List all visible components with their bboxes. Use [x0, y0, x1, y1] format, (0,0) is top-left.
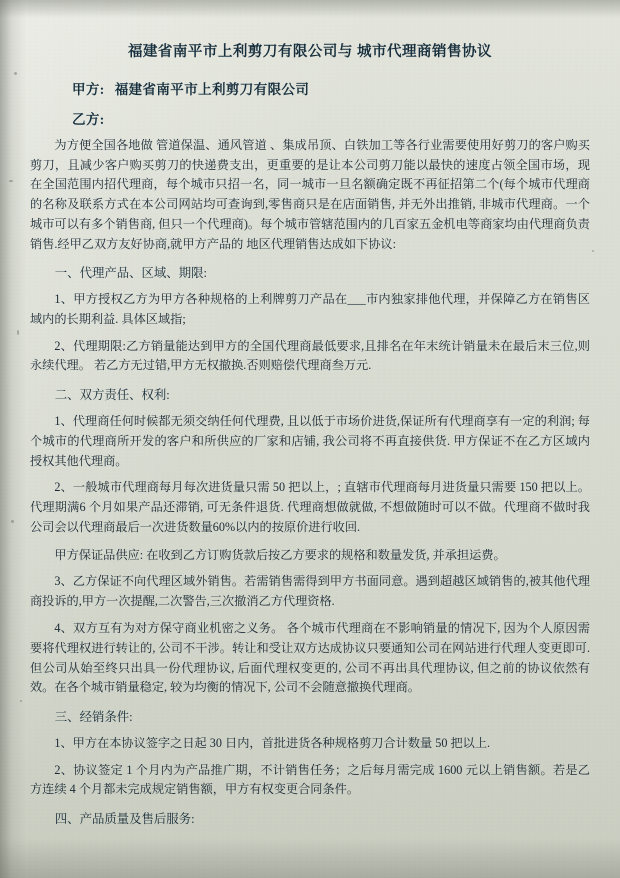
scan-edge-shadow-bottom — [0, 838, 620, 878]
page-title: 福建省南平市上利剪刀有限公司与 城市代理商销售协议 — [127, 44, 493, 60]
section-heading-1: 一、代理产品、区域、期限: — [54, 266, 207, 281]
section-2-item-4: 4、双方互有为对方保守商业机密之义务。 各个城市代理商在不影响销量的情况下, 因为个人原因需要将代理权进行转让的, 公司不干涉。转让和受让双方达成协议只要通知公司在网站进行代理人变更即可. 但公司从始至终只出具一份代理协议, 后面代理权变更的, 公司不再出具代理协议, 但之前的协议依然有效。在各个城市销量稳定, 较为均衡的情况下, 公司不会随意撤换代理商。 — [30, 620, 590, 695]
scan-speck — [11, 520, 14, 523]
scan-speck — [9, 180, 13, 182]
section-3-item-2: 2、协议签定 1 个月内为产品推广期，不计销售任务；之后每月需完成 1600 元以上销售额。若是乙方连续 4 个月都未完成规定销售额，甲方有权变更合同条件。 — [30, 762, 590, 797]
section-heading-3: 三、经销条件: — [54, 710, 133, 725]
section-2-item-1: 1、代理商任何时候都无须交纳任何代理费, 且以低于市场价进货,保证所有代理商享有一定的利润; 每个城市的代理商所开发的客户和所供应的厂家和店铺, 我公司将不再直接供货. 甲方保证不在乙方区域内授权其他代理商。 — [30, 414, 590, 468]
section-3-item-1: 1、甲方在本协议签字之日起 30 日内，首批进货各种规格剪刀合计数量 50 把以上. — [54, 735, 491, 750]
scan-speck — [17, 330, 19, 335]
party-a-label: 甲方: — [72, 81, 105, 97]
scan-edge-shadow-top — [0, 0, 620, 18]
scan-speck — [20, 700, 22, 702]
section-1-item-1: 1、甲方授权乙方为甲方各种规格的上利牌剪刀产品在___市内独家排他代理，并保障乙方在销售区域内的长期利益. 具体区域指; — [30, 292, 590, 326]
party-a-line — [30, 78, 590, 98]
section-heading-2: 二、双方责任、权利: — [54, 388, 170, 403]
supply-clause: 甲方保证品供应: 在收到乙方订购货款后按乙方要求的规格和数量发货, 并承担运费。 — [54, 547, 506, 562]
section-2-item-2: 2、一般城市代理商每月每次进货量只需 50 把以上，; 直辖市代理商每月进货量只需要 150 把以上。代理期满6 个月如果产品还滞销, 可无条件退货. 代理商想做就做, 不想做随时可以不做。代理商不做时我公司会以代理商最后一次进货数量60%以内的按原价进行收回. — [30, 480, 590, 534]
scan-speck — [14, 72, 17, 75]
preamble-paragraph: 为方便全国各地做 管道保温、通风管道 、集成吊顶、白铁加工等各行业需要使用好剪刀的客户购买剪刀，且减少客户购买剪刀的快递费支出，更重要的是让本公司剪刀能以最快的速度占领全国市场，现在全国范围内招代理商，每个城市只招一名，同一城市一旦名额确定既不再征招第二个(每个城市代理商的名称及联系方式在本公司网站均可查询到,零售商只是在店面销售, 并无外出推销, 非城市代理商。一个城市可以有多个销售商, 但只一个代理商)。每个城市管辖范围内的几百家五金机电等商家均由代理商负责销售.经甲乙双方友好协商,就甲方产品的 地区代理销售达成如下协议: — [30, 137, 590, 251]
party-b-line — [30, 108, 590, 128]
party-b-label: 乙方: — [72, 111, 105, 127]
section-2-item-3: 3、乙方保证不向代理区域外销售。若需销售需得到甲方书面同意。遇到超越区域销售的,被其他代理商投诉的,甲方一次提醒,二次警告,三次撤消乙方代理资格. — [30, 574, 590, 609]
section-1-item-2: 2、代理期限:乙方销量能达到甲方的全国代理商最低要求,且排名在年末统计销量未在最后末三位,则永续代理。 若乙方无过错,甲方无权撤换.否则赔偿代理商叁万元. — [30, 338, 590, 373]
scan-edge-shadow-left — [0, 0, 26, 878]
section-heading-4: 四、产品质量及售后服务: — [54, 812, 195, 827]
scan-speck — [592, 250, 594, 252]
document-body — [30, 26, 590, 836]
party-a-value: 福建省南平市上利剪刀有限公司 — [114, 81, 310, 97]
